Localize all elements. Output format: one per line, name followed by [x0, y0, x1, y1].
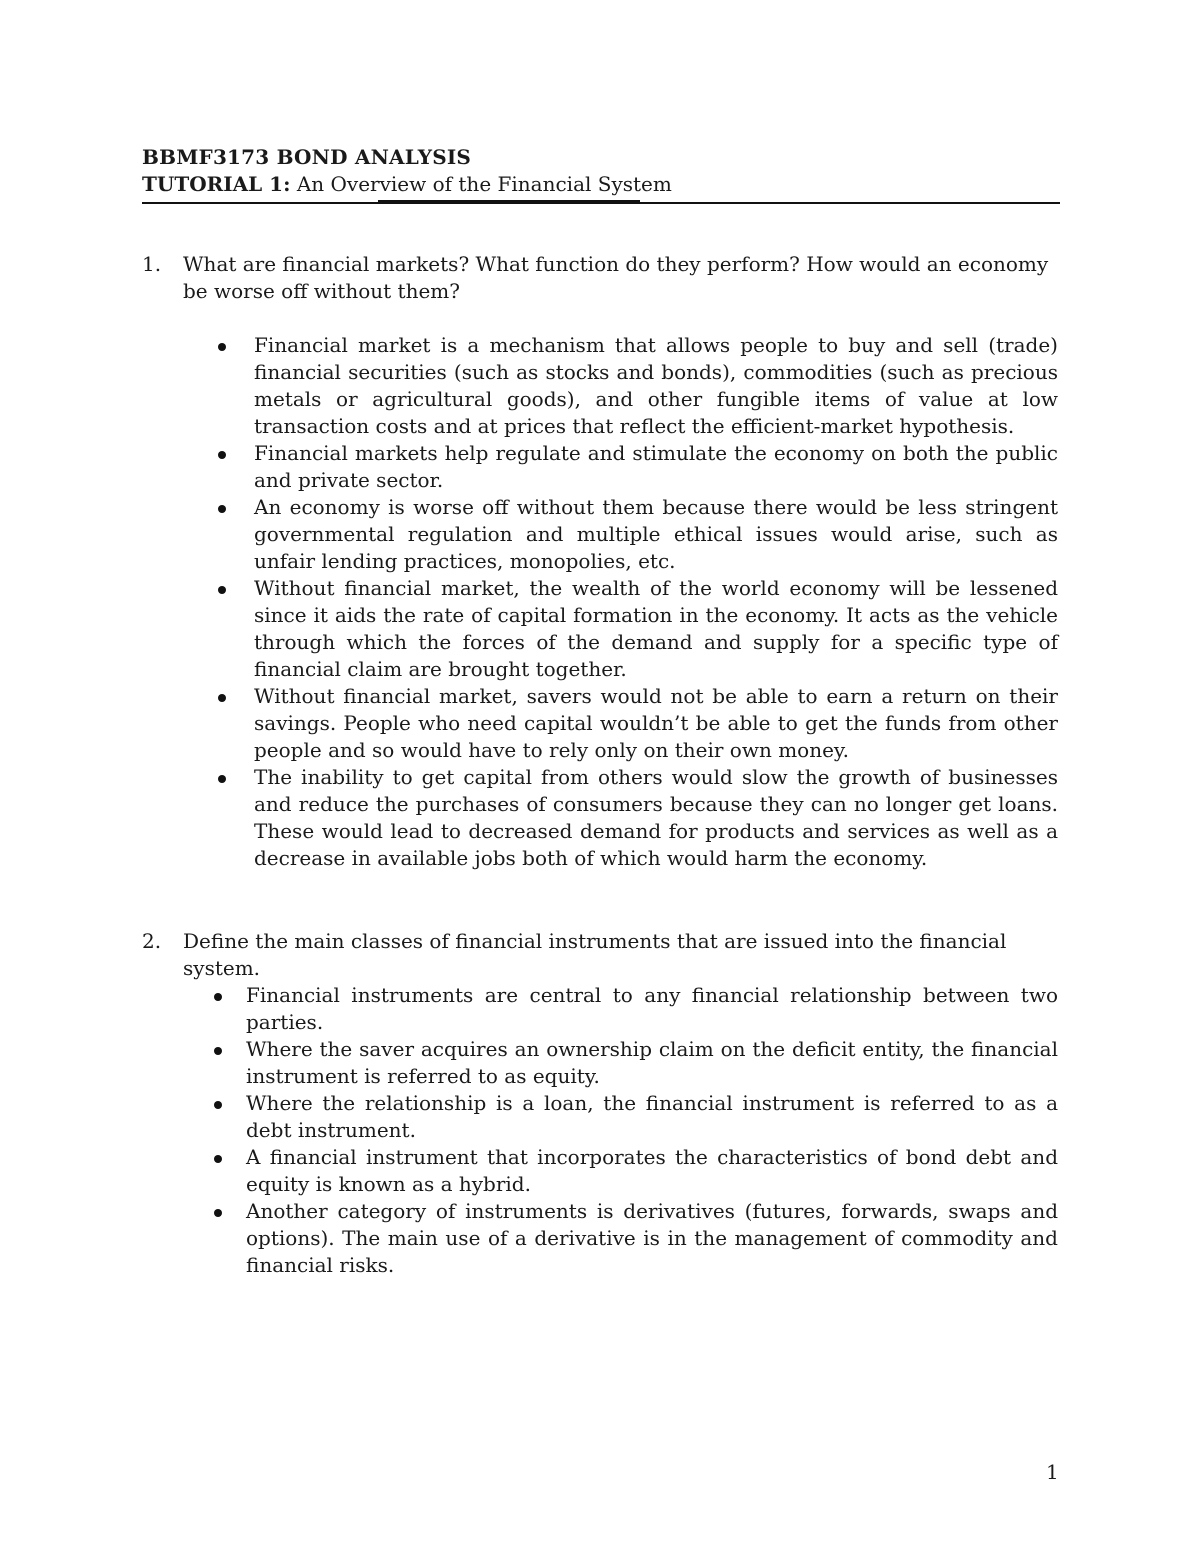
bullet-icon [214, 1155, 222, 1163]
bullet-icon [218, 343, 226, 351]
list-item [254, 440, 1058, 494]
bullet-icon [214, 1209, 222, 1217]
page-number: 1 [1046, 1460, 1059, 1484]
document-header [142, 144, 1060, 198]
answer-list-2 [246, 982, 1058, 1279]
question-number: 2. [142, 929, 162, 953]
answer-text: Without financial market, savers would not be able to earn a return on their savings. People who need capital wouldn’t be able to get the funds from other people and so would have to rely only on their own money. [254, 684, 1058, 762]
list-item [246, 1198, 1058, 1279]
bullet-icon [218, 694, 226, 702]
answer-text: Where the saver acquires an ownership claim on the deficit entity, the financial instrument is referred to as equity. [246, 1037, 1058, 1088]
question-1 [142, 251, 1060, 305]
answer-text: Financial market is a mechanism that allows people to buy and sell (trade) financial securities (such as stocks and bonds), commodities (such as precious metals or agricultural goods), and other fungible items of value at low transaction costs and at prices that reflect the efficient-market hypothesis. [254, 333, 1058, 438]
answer-text: The inability to get capital from others would slow the growth of businesses and reduce the purchases of consumers because they can no longer get loans. These would lead to decreased demand for products and services as well as a decrease in available jobs both of which would harm the economy. [254, 765, 1058, 870]
question-number: 1. [142, 252, 162, 276]
list-item [254, 764, 1058, 872]
bullet-icon [218, 505, 226, 513]
answer-text: An economy is worse off without them because there would be less stringent governmental regulation and multiple ethical issues would arise, such as unfair lending practices, monopolies, etc. [254, 495, 1058, 573]
header-divider [142, 202, 1060, 204]
answer-text: Where the relationship is a loan, the financial instrument is referred to as a debt instrument. [246, 1091, 1058, 1142]
list-item [254, 575, 1058, 683]
tutorial-heading [142, 171, 1060, 198]
bullet-icon [218, 451, 226, 459]
answer-text: Another category of instruments is derivatives (futures, forwards, swaps and options). The main use of a derivative is in the management of commodity and financial risks. [246, 1199, 1058, 1277]
bullet-icon [218, 586, 226, 594]
list-item [254, 683, 1058, 764]
bullet-icon [214, 993, 222, 1001]
list-item [246, 1036, 1058, 1090]
answer-text: Financial markets help regulate and stimulate the economy on both the public and private sector. [254, 441, 1058, 492]
answer-text: Financial instruments are central to any financial relationship between two parties. [246, 983, 1058, 1034]
tutorial-label: TUTORIAL 1: [142, 172, 291, 196]
bullet-icon [214, 1101, 222, 1109]
answer-text: Without financial market, the wealth of the world economy will be lessened since it aids the rate of capital formation in the economy. It acts as the vehicle through which the forces of the demand and supply for a specific type of financial claim are brought together. [254, 576, 1058, 681]
list-item [254, 494, 1058, 575]
tutorial-title: An Overview of the Financial System [296, 172, 672, 196]
bullet-icon [214, 1047, 222, 1055]
list-item [246, 1144, 1058, 1198]
bullet-icon [218, 775, 226, 783]
course-title: BBMF3173 BOND ANALYSIS [142, 145, 472, 169]
list-item [246, 982, 1058, 1036]
question-text: What are financial markets? What function do they perform? How would an economy be worse off without them? [183, 252, 1049, 303]
list-item [254, 332, 1058, 440]
question-2 [142, 928, 1060, 982]
answer-text: A financial instrument that incorporates the characteristics of bond debt and equity is known as a hybrid. [246, 1145, 1058, 1196]
question-text: Define the main classes of financial instruments that are issued into the financial system. [183, 929, 1007, 980]
header-divider-accent [378, 200, 640, 202]
list-item [246, 1090, 1058, 1144]
answer-list-1 [254, 332, 1058, 872]
